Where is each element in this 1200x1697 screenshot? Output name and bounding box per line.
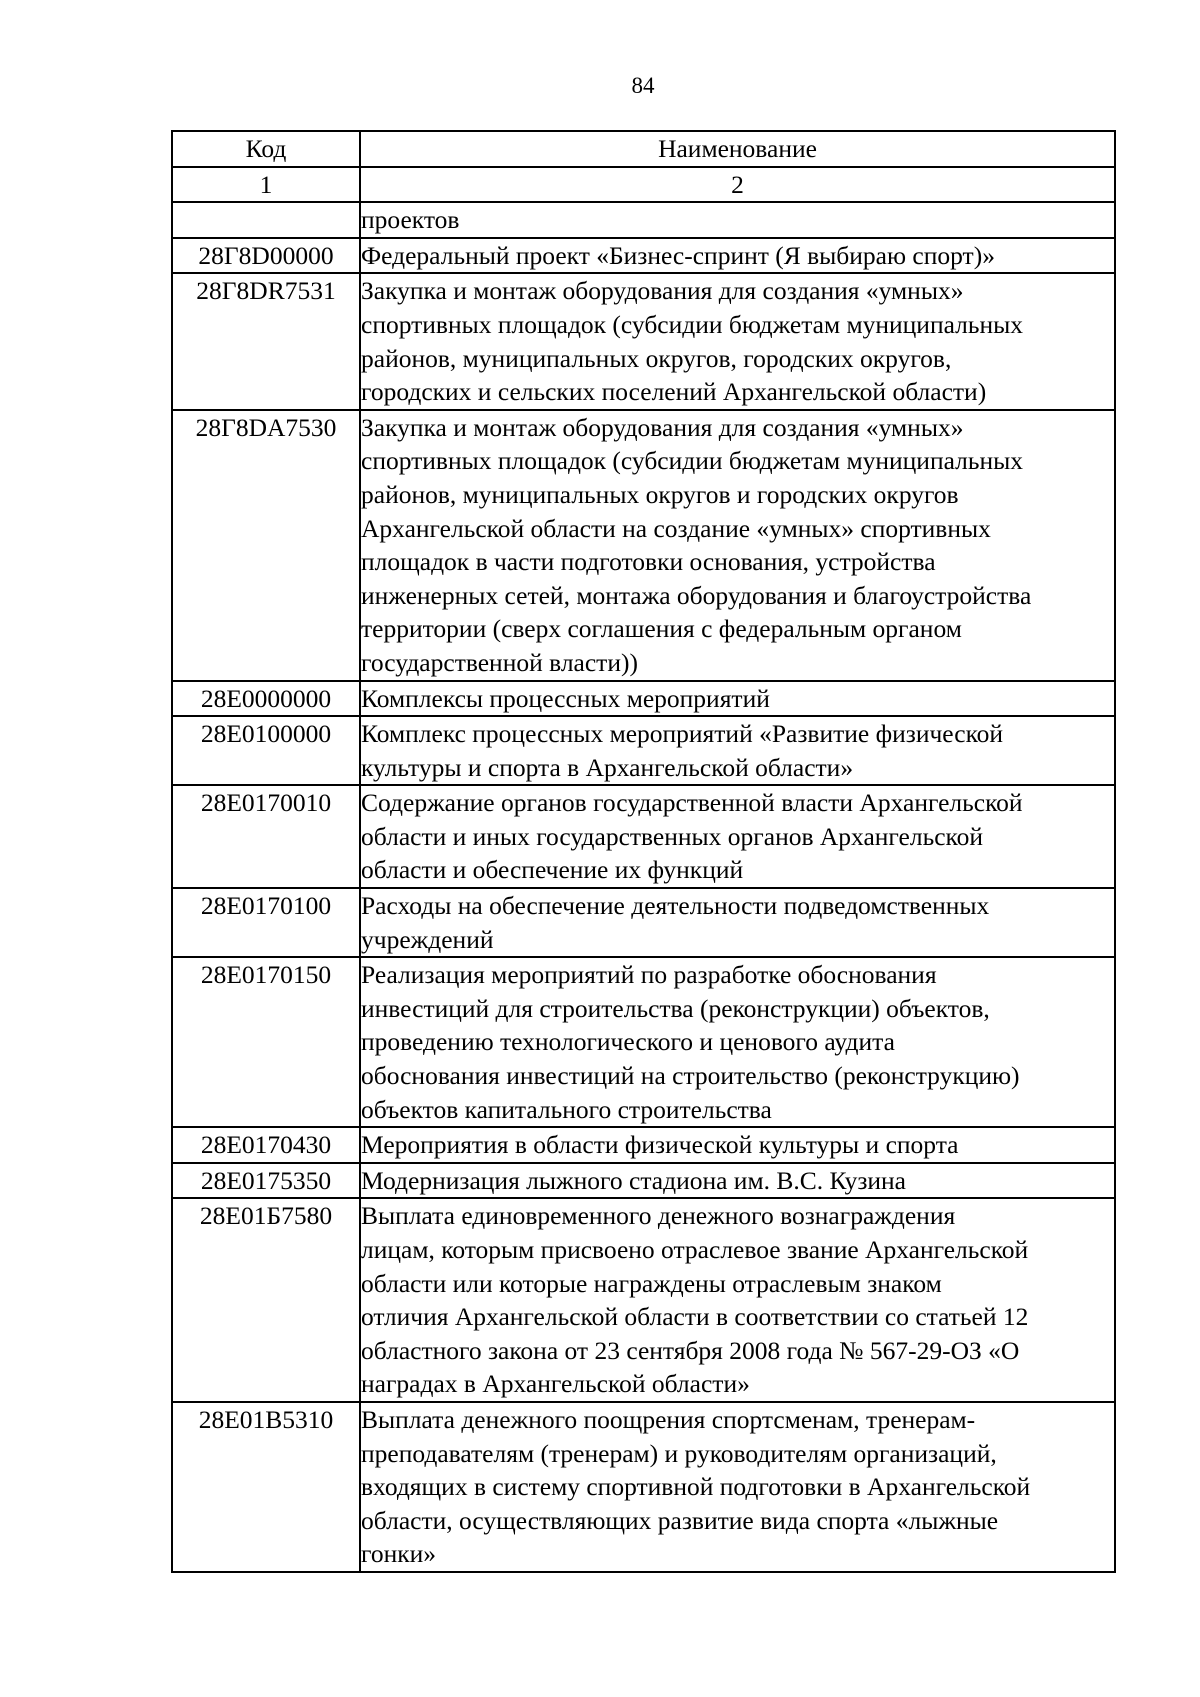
row-code: 28Е0170430 [172, 1127, 360, 1163]
column-number-code: 1 [172, 167, 360, 203]
row-name: Мероприятия в области физической культуры и спорта [360, 1127, 1115, 1163]
row-code: 28Е0175350 [172, 1163, 360, 1199]
table-row [172, 1163, 1115, 1199]
table-row [172, 202, 1115, 238]
table-row [172, 888, 1115, 957]
table-row [172, 1402, 1115, 1572]
table-row [172, 681, 1115, 717]
row-name: Федеральный проект «Бизнес-спринт (Я выбираю спорт)» [360, 238, 1115, 274]
table-header-row [172, 131, 1115, 167]
table-row [172, 1198, 1115, 1402]
row-code [172, 202, 360, 238]
row-name: проектов [360, 202, 1115, 238]
budget-code-table [171, 130, 1116, 1573]
row-name: Закупка и монтаж оборудования для создания «умных» спортивных площадок (субсидии бюджетам муниципальных районов, муниципальных округов и городских округов Архангельской области на создание «умных» спортивных площадок в части подготовки основания, устройства инженерных сетей, монтажа оборудования и благоустройства территории (сверх соглашения с федеральным органом государственной власти)) [360, 410, 1115, 681]
row-name: Выплата единовременного денежного вознаграждения лицам, которым присвоено отраслевое звание Архангельской области или которые награждены отраслевым знаком отличия Архангельской области в соответствии со статьей 12 областного закона от 23 сентября 2008 года № 567-29-ОЗ «О наградах в Архангельской области» [360, 1198, 1115, 1402]
row-name: Закупка и монтаж оборудования для создания «умных» спортивных площадок (субсидии бюджетам муниципальных районов, муниципальных округов, городских округов, городских и сельских поселений Архангельской области) [360, 273, 1115, 409]
row-name: Комплексы процессных мероприятий [360, 681, 1115, 717]
table-row [172, 238, 1115, 274]
row-code: 28Е0170100 [172, 888, 360, 957]
table-row [172, 410, 1115, 681]
header-code: Код [172, 131, 360, 167]
row-code: 28Е0100000 [172, 716, 360, 785]
column-number-name: 2 [360, 167, 1115, 203]
row-name: Расходы на обеспечение деятельности подведомственных учреждений [360, 888, 1115, 957]
table-row [172, 716, 1115, 785]
row-name: Комплекс процессных мероприятий «Развитие физической культуры и спорта в Архангельской области» [360, 716, 1115, 785]
column-number-row [172, 167, 1115, 203]
page-number: 84 [631, 73, 655, 98]
table-row [172, 957, 1115, 1127]
row-code: 28Е0170010 [172, 785, 360, 888]
row-code: 28Е0000000 [172, 681, 360, 717]
header-name: Наименование [360, 131, 1115, 167]
row-code: 28Г8DA7530 [172, 410, 360, 681]
row-code: 28Е01Б7580 [172, 1198, 360, 1402]
row-name: Модернизация лыжного стадиона им. В.С. Кузина [360, 1163, 1115, 1199]
table-row [172, 273, 1115, 409]
row-name: Реализация мероприятий по разработке обоснования инвестиций для строительства (реконструкции) объектов, проведению технологического и ценового аудита обоснования инвестиций на строительство (реконструкцию) объектов капитального строительства [360, 957, 1115, 1127]
table-row [172, 1127, 1115, 1163]
row-name: Выплата денежного поощрения спортсменам, тренерам- преподавателям (тренерам) и руководителям организаций, входящих в систему спортивной подготовки в Архангельской области, осуществляющих развитие вида спорта «лыжные гонки» [360, 1402, 1115, 1572]
row-code: 28Е0170150 [172, 957, 360, 1127]
row-code: 28Е01В5310 [172, 1402, 360, 1572]
row-code: 28Г8D00000 [172, 238, 360, 274]
table-row [172, 785, 1115, 888]
row-code: 28Г8DR7531 [172, 273, 360, 409]
row-name: Содержание органов государственной власти Архангельской области и иных государственных органов Архангельской области и обеспечение их функций [360, 785, 1115, 888]
